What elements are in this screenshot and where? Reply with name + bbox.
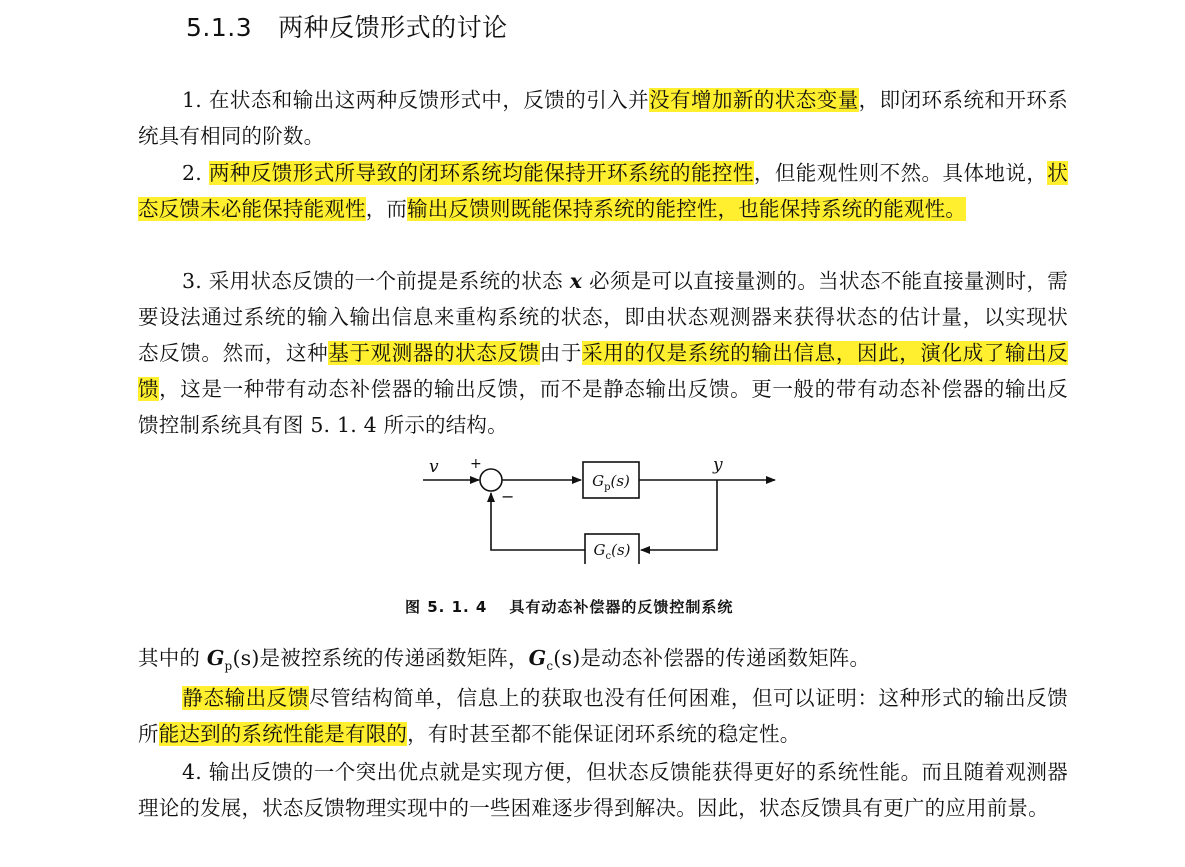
paragraph-5 — [138, 680, 1068, 752]
section-title: 两种反馈形式的讨论 — [278, 13, 508, 42]
p3-text-d: 由于 — [539, 341, 583, 365]
p3-highlight-1: 基于观测器的状态反馈 — [328, 341, 540, 365]
p4-text-b: (s)是被控系统的传递函数矩阵， — [232, 646, 529, 670]
p2-text-a: 2. — [182, 161, 209, 185]
section-heading — [186, 8, 508, 44]
gp-subscript: p — [224, 659, 233, 674]
p1-text-c: ，即闭环系统和开环系统具有相同的阶数。 — [138, 88, 1069, 148]
p5-text-d: ，有时甚至都不能保证闭环系统的稳定性。 — [407, 722, 801, 746]
gc-symbol: G — [528, 646, 547, 670]
minus-sign: − — [501, 487, 515, 506]
p5-highlight-1: 静态输出反馈 — [182, 686, 309, 710]
caption-label: 图 5. 1. 4 — [405, 598, 488, 616]
p3-highlight-2: 采用的仅是系统的输出信息，因此，演化成了输出反馈 — [138, 341, 1068, 401]
p1-highlight: 没有增加新的状态变量 — [649, 88, 859, 112]
p2-text-e: ，而 — [365, 197, 408, 221]
paragraph-2 — [138, 155, 1068, 227]
output-label-y: y — [713, 455, 723, 475]
p4-text-c: (s)是动态补偿器的传递函数矩阵。 — [553, 646, 871, 670]
p2-text-c: ，但能观性则不然。具体地说， — [753, 161, 1048, 185]
paragraph-1 — [138, 82, 1068, 154]
feedback-path-right — [641, 480, 717, 550]
gp-symbol: G — [206, 646, 225, 670]
figure-caption — [405, 596, 733, 617]
p6-text-a: 4. 输出反馈的一个突出优点就是实现方便，但状态反馈能获得更好的系统性能。而且随着观测器理论的发展，状态反馈物理实现中的一些困难逐步得到解决。因此，状态反馈具有更广的应用前景。 — [138, 760, 1068, 820]
state-symbol-x: x — [569, 269, 583, 293]
p2-highlight-2: 状态反馈未必能保持能观性 — [138, 161, 1068, 221]
paragraph-3 — [138, 263, 1068, 443]
p2-highlight-3: 输出反馈则既能保持系统的能控性，也能保持系统的能观性。 — [407, 197, 967, 221]
input-label-v: v — [429, 457, 439, 477]
paragraph-4 — [138, 640, 1068, 684]
p5-text-b: 尽管结构简单，信息上的获取也没有任何困难，但可以证明：这种形式的输出反馈所 — [138, 686, 1068, 746]
p2-highlight-1: 两种反馈形式所导致的闭环系统均能保持开环系统的能控性 — [208, 161, 754, 185]
p4-text-a: 其中的 — [138, 646, 207, 670]
p1-text-a: 1. 在状态和输出这两种反馈形式中，反馈的引入并 — [182, 88, 650, 112]
summing-junction — [480, 469, 502, 491]
p3-text-f: ，这是一种带有动态补偿器的输出反馈，而不是静态输出反馈。更一般的带有动态补偿器的输出反馈控制系统具有图 5. 1. 4 所示的结构。 — [138, 377, 1068, 437]
paragraph-6 — [138, 754, 1068, 826]
p5-highlight-2: 能达到的系统性能是有限的 — [158, 722, 408, 746]
gc-label: $G_c(s)$ — [593, 541, 631, 562]
p3-text-a: 3. 采用状态反馈的一个前提是系统的状态 — [182, 269, 570, 293]
block-diagram — [415, 452, 785, 564]
caption-text: 具有动态补偿器的反馈控制系统 — [509, 598, 734, 616]
gc-subscript: c — [546, 659, 554, 674]
p3-text-b: 必须是可以直接量测的。当状态不能直接量测时，需要设法通过系统的输入输出信息来重构系统的状态，即由状态观测器来获得状态的估计量，以实现状态反馈。然而，这种 — [138, 269, 1068, 365]
section-number: 5.1.3 — [186, 13, 253, 42]
gp-label: $G_p(s)$ — [592, 472, 630, 493]
plus-sign: + — [470, 456, 482, 472]
